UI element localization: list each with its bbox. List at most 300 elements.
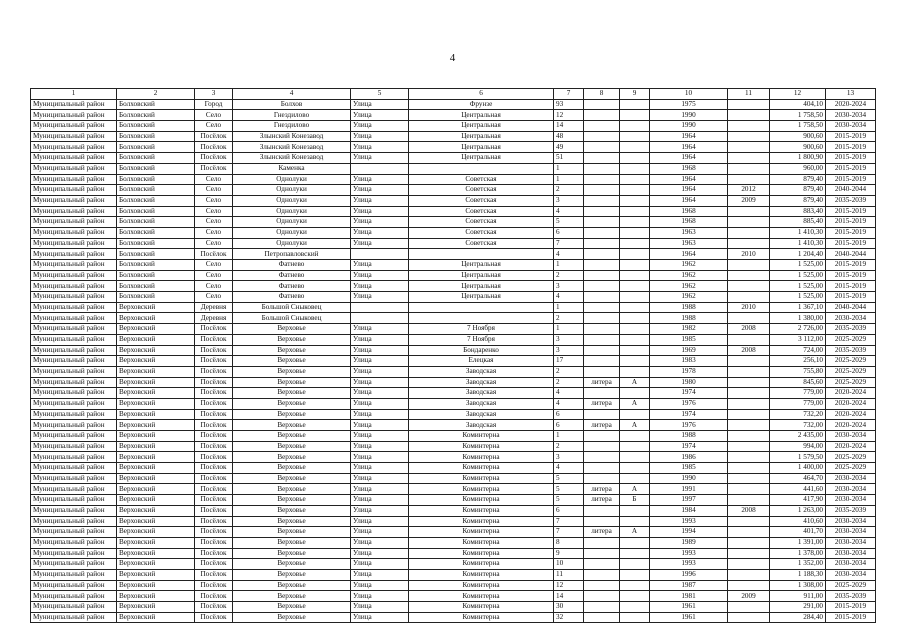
street-name-cell: Советская [409, 174, 554, 185]
table-row [31, 473, 876, 484]
total-area-cell: 879,40 [770, 195, 826, 206]
total-area-cell: 1 579,50 [770, 452, 826, 463]
municipality-type-cell: Муниципальный район [31, 516, 117, 527]
street-name-cell: Коминтерна [409, 431, 554, 442]
overhaul-period-cell: 2025-2029 [826, 334, 876, 345]
letter-value-cell [620, 206, 650, 217]
renovation-year-cell [728, 270, 770, 281]
renovation-year-cell [728, 292, 770, 303]
municipality-type-cell: Муниципальный район [31, 206, 117, 217]
built-year-cell: 1997 [650, 495, 728, 506]
built-year-cell: 1961 [650, 612, 728, 623]
renovation-year-cell [728, 260, 770, 271]
house-number-cell: 6 [554, 505, 584, 516]
street-type-cell: Улица [351, 270, 409, 281]
street-name-cell: Коминтерна [409, 527, 554, 538]
overhaul-period-cell: 2020-2024 [826, 398, 876, 409]
street-type-cell: Улица [351, 174, 409, 185]
letter-label-cell [584, 292, 620, 303]
letter-label-cell [584, 227, 620, 238]
settlement-type-cell: Посёлок [195, 569, 233, 580]
house-number-cell: 12 [554, 110, 584, 121]
overhaul-period-cell: 2015-2019 [826, 174, 876, 185]
district-cell: Верховский [117, 420, 195, 431]
letter-label-cell [584, 206, 620, 217]
renovation-year-cell [728, 238, 770, 249]
settlement-name-cell: Верховье [233, 569, 351, 580]
letter-value-cell [620, 452, 650, 463]
overhaul-period-cell: 2015-2019 [826, 612, 876, 623]
letter-value-cell [620, 409, 650, 420]
street-type-cell: Улица [351, 334, 409, 345]
house-number-cell: 12 [554, 580, 584, 591]
overhaul-period-cell: 2020-2024 [826, 441, 876, 452]
column-number-header: 12 [770, 89, 826, 100]
table-row [31, 142, 876, 153]
overhaul-period-cell: 2020-2024 [826, 420, 876, 431]
total-area-cell: 401,70 [770, 527, 826, 538]
settlement-type-cell: Посёлок [195, 377, 233, 388]
letter-value-cell [620, 505, 650, 516]
house-number-cell: 14 [554, 121, 584, 132]
municipality-type-cell: Муниципальный район [31, 131, 117, 142]
built-year-cell: 1980 [650, 377, 728, 388]
overhaul-period-cell: 2030-2034 [826, 313, 876, 324]
letter-label-cell [584, 302, 620, 313]
settlement-type-cell: Посёлок [195, 559, 233, 570]
overhaul-period-cell: 2015-2019 [826, 602, 876, 613]
district-cell: Болховский [117, 281, 195, 292]
total-area-cell: 410,60 [770, 516, 826, 527]
municipality-type-cell: Муниципальный район [31, 409, 117, 420]
municipality-type-cell: Муниципальный район [31, 195, 117, 206]
municipality-type-cell: Муниципальный район [31, 548, 117, 559]
municipality-type-cell: Муниципальный район [31, 334, 117, 345]
street-name-cell: Заводская [409, 366, 554, 377]
table-row [31, 495, 876, 506]
total-area-cell: 1 525,00 [770, 270, 826, 281]
renovation-year-cell [728, 473, 770, 484]
settlement-type-cell: Посёлок [195, 548, 233, 559]
overhaul-period-cell: 2035-2039 [826, 195, 876, 206]
municipality-type-cell: Муниципальный район [31, 249, 117, 260]
built-year-cell: 1996 [650, 569, 728, 580]
street-name-cell: Коминтерна [409, 484, 554, 495]
district-cell: Верховский [117, 569, 195, 580]
municipality-type-cell: Муниципальный район [31, 292, 117, 303]
settlement-type-cell: Посёлок [195, 398, 233, 409]
district-cell: Верховский [117, 473, 195, 484]
settlement-name-cell: Большой Сныковец [233, 302, 351, 313]
settlement-name-cell: Однолуки [233, 238, 351, 249]
built-year-cell: 1974 [650, 441, 728, 452]
street-type-cell: Улица [351, 260, 409, 271]
settlement-type-cell: Село [195, 195, 233, 206]
total-area-cell: 732,20 [770, 409, 826, 420]
renovation-year-cell [728, 398, 770, 409]
house-number-cell: 4 [554, 292, 584, 303]
street-type-cell: Улица [351, 452, 409, 463]
renovation-year-cell [728, 527, 770, 538]
municipality-type-cell: Муниципальный район [31, 591, 117, 602]
settlement-name-cell: Верховье [233, 452, 351, 463]
street-name-cell: Советская [409, 206, 554, 217]
table-row [31, 163, 876, 174]
district-cell: Верховский [117, 388, 195, 399]
total-area-cell: 885,40 [770, 217, 826, 228]
letter-label-cell [584, 366, 620, 377]
district-cell: Верховский [117, 505, 195, 516]
house-number-cell: 32 [554, 612, 584, 623]
street-type-cell: Улица [351, 227, 409, 238]
total-area-cell: 1 758,50 [770, 110, 826, 121]
letter-label-cell: литера [584, 495, 620, 506]
district-cell: Верховский [117, 612, 195, 623]
table-row [31, 217, 876, 228]
house-number-cell: 1 [554, 260, 584, 271]
district-cell: Болховский [117, 206, 195, 217]
settlement-name-cell: Верховье [233, 356, 351, 367]
table-row [31, 260, 876, 271]
overhaul-period-cell: 2030-2034 [826, 110, 876, 121]
settlement-type-cell: Посёлок [195, 484, 233, 495]
letter-label-cell [584, 409, 620, 420]
street-type-cell: Улица [351, 431, 409, 442]
district-cell: Верховский [117, 377, 195, 388]
renovation-year-cell [728, 206, 770, 217]
overhaul-period-cell: 2015-2019 [826, 292, 876, 303]
street-name-cell: Коминтерна [409, 537, 554, 548]
district-cell: Болховский [117, 121, 195, 132]
letter-value-cell [620, 602, 650, 613]
total-area-cell: 732,00 [770, 420, 826, 431]
street-name-cell: 7 Ноября [409, 334, 554, 345]
street-name-cell: Коминтерна [409, 516, 554, 527]
overhaul-period-cell: 2025-2029 [826, 580, 876, 591]
settlement-type-cell: Деревня [195, 302, 233, 313]
built-year-cell: 1968 [650, 163, 728, 174]
built-year-cell: 1968 [650, 217, 728, 228]
settlement-name-cell: Верховье [233, 409, 351, 420]
settlement-type-cell: Село [195, 185, 233, 196]
column-number-header: 4 [233, 89, 351, 100]
street-name-cell: Коминтерна [409, 569, 554, 580]
municipality-type-cell: Муниципальный район [31, 484, 117, 495]
table-row [31, 548, 876, 559]
settlement-type-cell: Село [195, 238, 233, 249]
settlement-name-cell: Злынский Конезавод [233, 131, 351, 142]
municipality-type-cell: Муниципальный район [31, 388, 117, 399]
table-row [31, 366, 876, 377]
renovation-year-cell [728, 121, 770, 132]
settlement-name-cell: Верховье [233, 398, 351, 409]
renovation-year-cell [728, 131, 770, 142]
municipality-type-cell: Муниципальный район [31, 602, 117, 613]
renovation-year-cell [728, 441, 770, 452]
renovation-year-cell: 2009 [728, 195, 770, 206]
house-number-cell: 14 [554, 591, 584, 602]
letter-label-cell [584, 249, 620, 260]
street-name-cell: Центральная [409, 292, 554, 303]
house-number-cell: 5 [554, 473, 584, 484]
street-type-cell: Улица [351, 281, 409, 292]
total-area-cell: 1 400,00 [770, 463, 826, 474]
built-year-cell: 1983 [650, 356, 728, 367]
house-number-cell: 1 [554, 431, 584, 442]
municipality-type-cell: Муниципальный район [31, 153, 117, 164]
settlement-type-cell: Село [195, 292, 233, 303]
letter-value-cell [620, 142, 650, 153]
total-area-cell: 1 308,00 [770, 580, 826, 591]
street-name-cell: Советская [409, 227, 554, 238]
letter-value-cell [620, 324, 650, 335]
settlement-type-cell: Село [195, 121, 233, 132]
settlement-name-cell: Большой Сныковец [233, 313, 351, 324]
letter-value-cell [620, 612, 650, 623]
renovation-year-cell: 2009 [728, 591, 770, 602]
municipality-type-cell: Муниципальный район [31, 431, 117, 442]
built-year-cell: 1963 [650, 227, 728, 238]
district-cell: Болховский [117, 163, 195, 174]
overhaul-period-cell: 2015-2019 [826, 281, 876, 292]
letter-label-cell [584, 388, 620, 399]
house-number-cell: 6 [554, 409, 584, 420]
renovation-year-cell [728, 313, 770, 324]
settlement-type-cell: Посёлок [195, 591, 233, 602]
renovation-year-cell: 2012 [728, 185, 770, 196]
street-name-cell: Советская [409, 185, 554, 196]
district-cell: Верховский [117, 580, 195, 591]
settlement-name-cell: Верховье [233, 345, 351, 356]
column-number-header-row [31, 89, 876, 100]
renovation-year-cell [728, 110, 770, 121]
house-number-cell: 48 [554, 131, 584, 142]
table-row [31, 452, 876, 463]
settlement-type-cell: Посёлок [195, 527, 233, 538]
letter-value-cell [620, 238, 650, 249]
street-name-cell [409, 249, 554, 260]
renovation-year-cell [728, 548, 770, 559]
street-name-cell: Коминтерна [409, 559, 554, 570]
letter-value-cell [620, 121, 650, 132]
municipality-type-cell: Муниципальный район [31, 366, 117, 377]
district-cell: Верховский [117, 602, 195, 613]
street-name-cell: Центральная [409, 270, 554, 281]
table-row [31, 345, 876, 356]
total-area-cell: 2 726,00 [770, 324, 826, 335]
built-year-cell: 1964 [650, 195, 728, 206]
overhaul-period-cell: 2040-2044 [826, 249, 876, 260]
total-area-cell: 1 188,30 [770, 569, 826, 580]
overhaul-period-cell: 2030-2034 [826, 537, 876, 548]
municipality-type-cell: Муниципальный район [31, 174, 117, 185]
letter-label-cell [584, 324, 620, 335]
settlement-type-cell: Посёлок [195, 612, 233, 623]
district-cell: Верховский [117, 398, 195, 409]
renovation-year-cell [728, 377, 770, 388]
table-row [31, 388, 876, 399]
settlement-type-cell: Посёлок [195, 356, 233, 367]
house-number-cell: 3 [554, 334, 584, 345]
table-row [31, 559, 876, 570]
letter-value-cell [620, 569, 650, 580]
street-type-cell: Улица [351, 217, 409, 228]
letter-label-cell [584, 270, 620, 281]
table-row [31, 398, 876, 409]
settlement-type-cell: Село [195, 110, 233, 121]
overhaul-period-cell: 2030-2034 [826, 569, 876, 580]
letter-label-cell [584, 110, 620, 121]
total-area-cell: 1 391,00 [770, 537, 826, 548]
settlement-name-cell: Гнездилово [233, 110, 351, 121]
letter-value-cell [620, 249, 650, 260]
letter-label-cell [584, 569, 620, 580]
settlement-name-cell: Однолуки [233, 185, 351, 196]
district-cell: Верховский [117, 463, 195, 474]
street-name-cell: Центральная [409, 121, 554, 132]
table-row [31, 505, 876, 516]
built-year-cell: 1964 [650, 174, 728, 185]
letter-value-cell [620, 292, 650, 303]
letter-value-cell [620, 441, 650, 452]
letter-label-cell: литера [584, 398, 620, 409]
letter-value-cell: А [620, 398, 650, 409]
letter-value-cell [620, 388, 650, 399]
letter-label-cell [584, 260, 620, 271]
table-row [31, 313, 876, 324]
settlement-type-cell: Посёлок [195, 324, 233, 335]
settlement-name-cell: Верховье [233, 591, 351, 602]
renovation-year-cell [728, 99, 770, 110]
column-number-header: 8 [584, 89, 620, 100]
house-number-cell: 5 [554, 484, 584, 495]
street-type-cell: Улица [351, 409, 409, 420]
overhaul-period-cell: 2035-2039 [826, 345, 876, 356]
column-number-header: 10 [650, 89, 728, 100]
total-area-cell: 960,00 [770, 163, 826, 174]
settlement-type-cell: Посёлок [195, 334, 233, 345]
overhaul-period-cell: 2030-2034 [826, 516, 876, 527]
letter-value-cell [620, 559, 650, 570]
house-number-cell: 4 [554, 388, 584, 399]
street-type-cell: Улица [351, 548, 409, 559]
house-number-cell: 2 [554, 270, 584, 281]
overhaul-period-cell: 2020-2024 [826, 409, 876, 420]
house-number-cell: 5 [554, 217, 584, 228]
letter-value-cell [620, 163, 650, 174]
district-cell: Верховский [117, 559, 195, 570]
street-type-cell: Улица [351, 580, 409, 591]
table-row [31, 569, 876, 580]
street-type-cell: Улица [351, 537, 409, 548]
letter-label-cell [584, 441, 620, 452]
district-cell: Болховский [117, 238, 195, 249]
settlement-name-cell: Верховье [233, 602, 351, 613]
built-year-cell: 1988 [650, 302, 728, 313]
table-row [31, 206, 876, 217]
total-area-cell: 1 758,50 [770, 121, 826, 132]
district-cell: Болховский [117, 227, 195, 238]
settlement-type-cell: Посёлок [195, 366, 233, 377]
municipality-type-cell: Муниципальный район [31, 527, 117, 538]
total-area-cell: 441,60 [770, 484, 826, 495]
street-type-cell: Улица [351, 505, 409, 516]
renovation-year-cell [728, 356, 770, 367]
letter-label-cell: литера [584, 484, 620, 495]
column-number-header: 3 [195, 89, 233, 100]
municipality-type-cell: Муниципальный район [31, 377, 117, 388]
table-row [31, 377, 876, 388]
house-number-cell: 9 [554, 548, 584, 559]
house-number-cell: 3 [554, 281, 584, 292]
built-year-cell: 1989 [650, 537, 728, 548]
letter-value-cell [620, 580, 650, 591]
district-cell: Болховский [117, 153, 195, 164]
district-cell: Верховский [117, 591, 195, 602]
street-type-cell: Улица [351, 441, 409, 452]
house-number-cell: 49 [554, 142, 584, 153]
settlement-type-cell: Село [195, 206, 233, 217]
built-year-cell: 1993 [650, 516, 728, 527]
letter-label-cell [584, 153, 620, 164]
renovation-year-cell [728, 602, 770, 613]
municipality-type-cell: Муниципальный район [31, 356, 117, 367]
district-cell: Болховский [117, 195, 195, 206]
table-row [31, 227, 876, 238]
street-name-cell [409, 163, 554, 174]
house-number-cell: 11 [554, 569, 584, 580]
overhaul-period-cell: 2030-2034 [826, 548, 876, 559]
table-row [31, 270, 876, 281]
settlement-name-cell: Верховье [233, 612, 351, 623]
letter-value-cell: А [620, 377, 650, 388]
letter-label-cell [584, 185, 620, 196]
street-type-cell: Улица [351, 559, 409, 570]
total-area-cell: 1 410,30 [770, 227, 826, 238]
letter-label-cell [584, 580, 620, 591]
letter-label-cell [584, 559, 620, 570]
total-area-cell: 417,90 [770, 495, 826, 506]
overhaul-period-cell: 2035-2039 [826, 591, 876, 602]
built-year-cell: 1993 [650, 548, 728, 559]
house-number-cell: 6 [554, 227, 584, 238]
municipality-type-cell: Муниципальный район [31, 324, 117, 335]
settlement-name-cell: Верховье [233, 505, 351, 516]
settlement-name-cell: Верховье [233, 495, 351, 506]
street-type-cell: Улица [351, 377, 409, 388]
district-cell: Болховский [117, 174, 195, 185]
letter-label-cell [584, 131, 620, 142]
renovation-year-cell [728, 516, 770, 527]
letter-label-cell: литера [584, 420, 620, 431]
municipality-type-cell: Муниципальный район [31, 281, 117, 292]
renovation-year-cell: 2010 [728, 302, 770, 313]
street-name-cell [409, 302, 554, 313]
municipality-type-cell: Муниципальный район [31, 260, 117, 271]
street-name-cell: Коминтерна [409, 548, 554, 559]
district-cell: Болховский [117, 292, 195, 303]
table-row [31, 409, 876, 420]
municipality-type-cell: Муниципальный район [31, 142, 117, 153]
district-cell: Верховский [117, 324, 195, 335]
built-year-cell: 1964 [650, 142, 728, 153]
renovation-year-cell [728, 452, 770, 463]
letter-label-cell [584, 463, 620, 474]
settlement-name-cell: Гнездилово [233, 121, 351, 132]
district-cell: Верховский [117, 409, 195, 420]
table-row [31, 110, 876, 121]
renovation-year-cell [728, 217, 770, 228]
